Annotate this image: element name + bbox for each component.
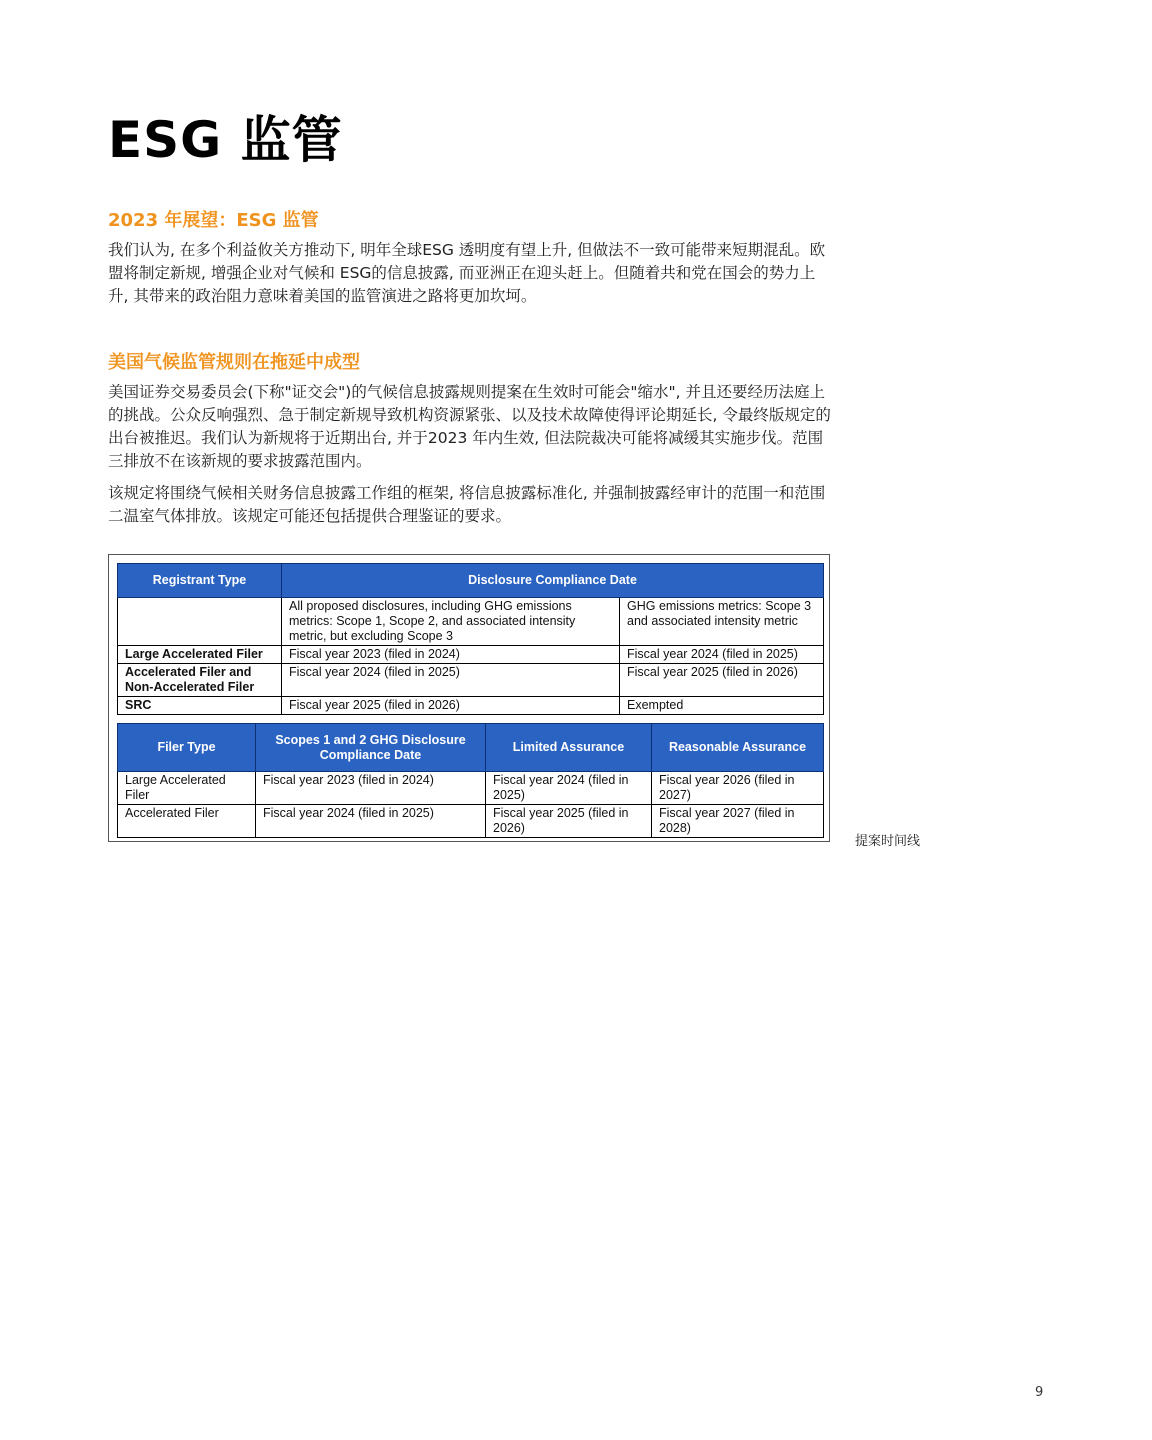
- disclosure-compliance-table: [117, 563, 824, 715]
- table-cell: Large Accelerated Filer: [118, 646, 282, 664]
- table-cell: Fiscal year 2025 (filed in 2026): [282, 697, 620, 715]
- table-cell: All proposed disclosures, including GHG emissions metrics: Scope 1, Scope 2, and associated intensity metric, but excluding Scope 3: [282, 598, 620, 646]
- table-cell: Fiscal year 2024 (filed in 2025): [486, 772, 652, 805]
- figure-caption: 提案时间线: [855, 834, 921, 849]
- table-cell: Accelerated Filer and Non-Accelerated Filer: [118, 664, 282, 697]
- table-cell: Fiscal year 2026 (filed in 2027): [652, 772, 824, 805]
- table-header: Disclosure Compliance Date: [282, 564, 824, 598]
- section-heading-outlook: 2023 年展望：ESG 监管: [108, 210, 319, 231]
- table-header: Scopes 1 and 2 GHG Disclosure Compliance Date: [256, 724, 486, 772]
- table-cell: Fiscal year 2024 (filed in 2025): [282, 664, 620, 697]
- table-cell: Fiscal year 2023 (filed in 2024): [256, 772, 486, 805]
- table-cell: SRC: [118, 697, 282, 715]
- table-cell: Exempted: [620, 697, 824, 715]
- paragraph: 我们认为, 在多个利益攸关方推动下, 明年全球ESG 透明度有望上升, 但做法不一致可能带来短期混乱。欧盟将制定新规, 增强企业对气候和 ESG的信息披露, 而亚洲正在迎头赶上。但随着共和党在国会的势力上升, 其带来的政治阻力意味着美国的监管演进之路将更加坎坷。: [108, 241, 826, 305]
- table-header: Registrant Type: [118, 564, 282, 598]
- page-number: 9: [1035, 1385, 1044, 1400]
- table-cell: Fiscal year 2023 (filed in 2024): [282, 646, 620, 664]
- table-row: [118, 772, 824, 805]
- table-row: [118, 805, 824, 838]
- table-header: Limited Assurance: [486, 724, 652, 772]
- assurance-table: [117, 723, 824, 838]
- table-row: [118, 664, 824, 697]
- page-title: ESG 监管: [108, 111, 343, 169]
- table-header: Filer Type: [118, 724, 256, 772]
- table-cell: GHG emissions metrics: Scope 3 and associated intensity metric: [620, 598, 824, 646]
- table-cell: Fiscal year 2025 (filed in 2026): [620, 664, 824, 697]
- paragraph: 美国证券交易委员会(下称"证交会")的气候信息披露规则提案在生效时可能会"缩水", 并且还要经历法庭上的挑战。公众反响强烈、急于制定新规导致机构资源紧张、以及技术故障使得评论期延长, 令最终版规定的出台被推迟。我们认为新规将于近期出台, 并于2023 年内生效, 但法院裁决可能将减缓其实施步伐。范围三排放不在该新规的要求披露范围内。: [108, 383, 831, 470]
- table-cell: Fiscal year 2024 (filed in 2025): [620, 646, 824, 664]
- table-row: [118, 646, 824, 664]
- section-heading-us-rules: 美国气候监管规则在拖延中成型: [108, 352, 360, 373]
- paragraph: 该规定将围绕气候相关财务信息披露工作组的框架, 将信息披露标准化, 并强制披露经审计的范围一和范围二温室气体排放。该规定可能还包括提供合理鉴证的要求。: [108, 484, 826, 525]
- table-cell: Fiscal year 2027 (filed in 2028): [652, 805, 824, 838]
- table-cell: Large Accelerated Filer: [118, 772, 256, 805]
- table-cell: Accelerated Filer: [118, 805, 256, 838]
- compliance-timeline-figure: [108, 554, 830, 842]
- table-cell: Fiscal year 2025 (filed in 2026): [486, 805, 652, 838]
- table-row: [118, 697, 824, 715]
- table-cell: [118, 598, 282, 646]
- table-cell: Fiscal year 2024 (filed in 2025): [256, 805, 486, 838]
- table-header: Reasonable Assurance: [652, 724, 824, 772]
